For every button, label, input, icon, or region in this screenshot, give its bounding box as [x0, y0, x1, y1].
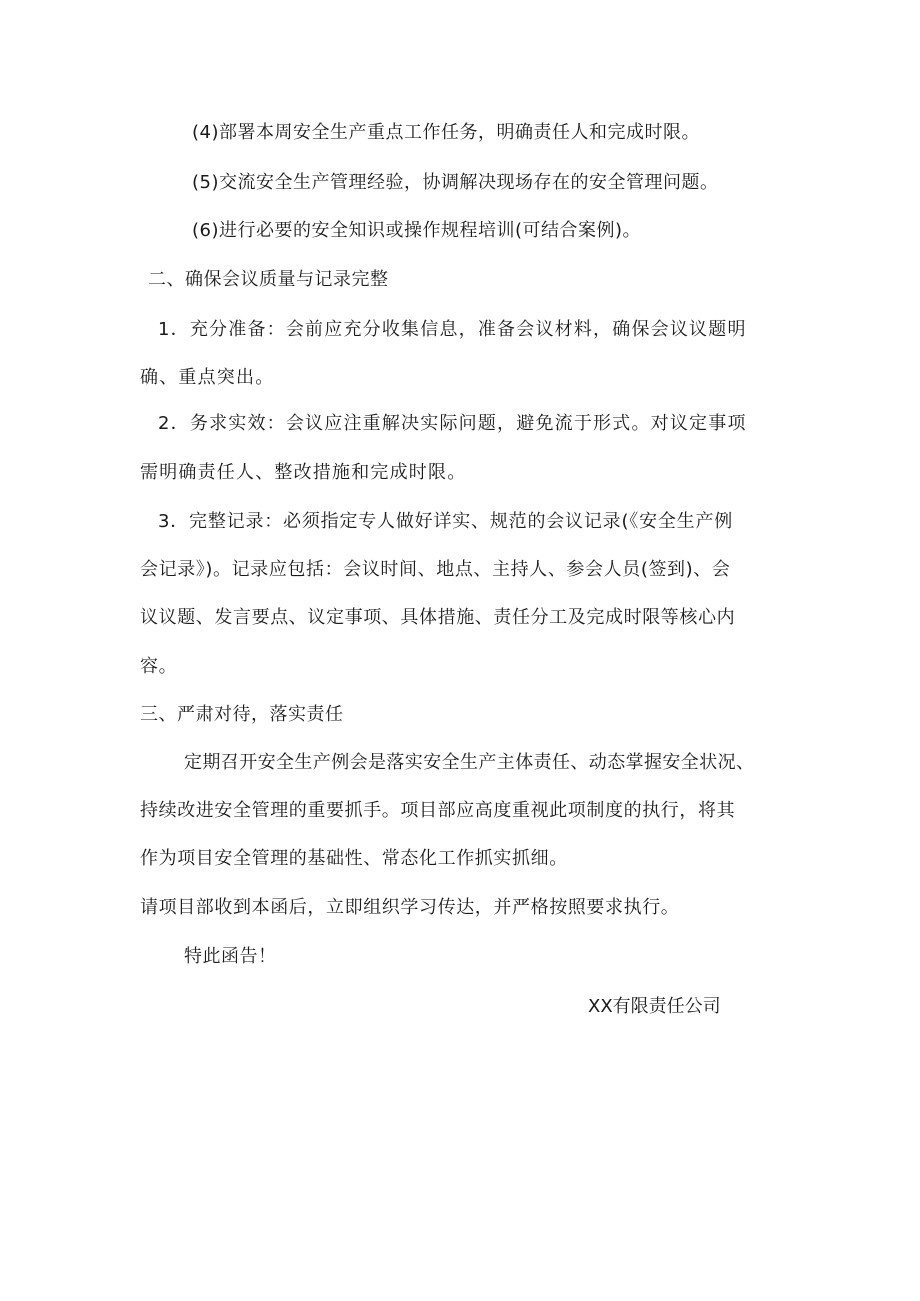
point-3-line-3: 议议题、发言要点、议定事项、具体措施、责任分工及完成时限等核心内 [140, 607, 736, 628]
point-2-line-1: 2．务求实效：会议应注重解决实际问题，避免流于形式。对议定事项 [158, 413, 747, 434]
closing-text: 特此函告！ [184, 946, 277, 967]
list-item-4: (4)部署本周安全生产重点工作任务，明确责任人和完成时限。 [192, 122, 700, 143]
signature-company: XX有限责任公司 [588, 996, 721, 1017]
point-2-line-2: 需明确责任人、整改措施和完成时限。 [140, 462, 467, 483]
point-1-line-1: 1．充分准备：会前应充分收集信息，准备会议材料，确保会议议题明 [158, 319, 747, 340]
section-3-para-line-3: 作为项目安全管理的基础性、常态化工作抓实抓细。 [140, 848, 568, 869]
point-3-line-4: 容。 [140, 656, 178, 677]
point-3-line-2: 会记录》)。记录应包括：会议时间、地点、主持人、参会人员(签到)、会 [140, 559, 731, 580]
list-item-6: (6)进行必要的安全知识或操作规程培训(可结合案例)。 [192, 220, 642, 241]
point-3-line-1: 3．完整记录：必须指定专人做好详实、规范的会议记录(《安全生产例 [158, 511, 734, 532]
point-1-line-2: 确、重点突出。 [140, 367, 275, 388]
section-3-heading: 三、严肃对待，落实责任 [140, 704, 344, 725]
list-item-5: (5)交流安全生产管理经验，协调解决现场存在的安全管理问题。 [192, 172, 719, 193]
section-2-heading: 二、确保会议质量与记录完整 [148, 269, 389, 290]
section-3-para-line-2: 持续改进安全管理的重要抓手。项目部应高度重视此项制度的执行，将其 [140, 800, 736, 821]
instruction-text: 请项目部收到本函后，立即组织学习传达，并严格按照要求执行。 [140, 897, 680, 918]
section-3-para-line-1: 定期召开安全生产例会是落实安全生产主体责任、动态掌握安全状况、 [184, 752, 755, 773]
